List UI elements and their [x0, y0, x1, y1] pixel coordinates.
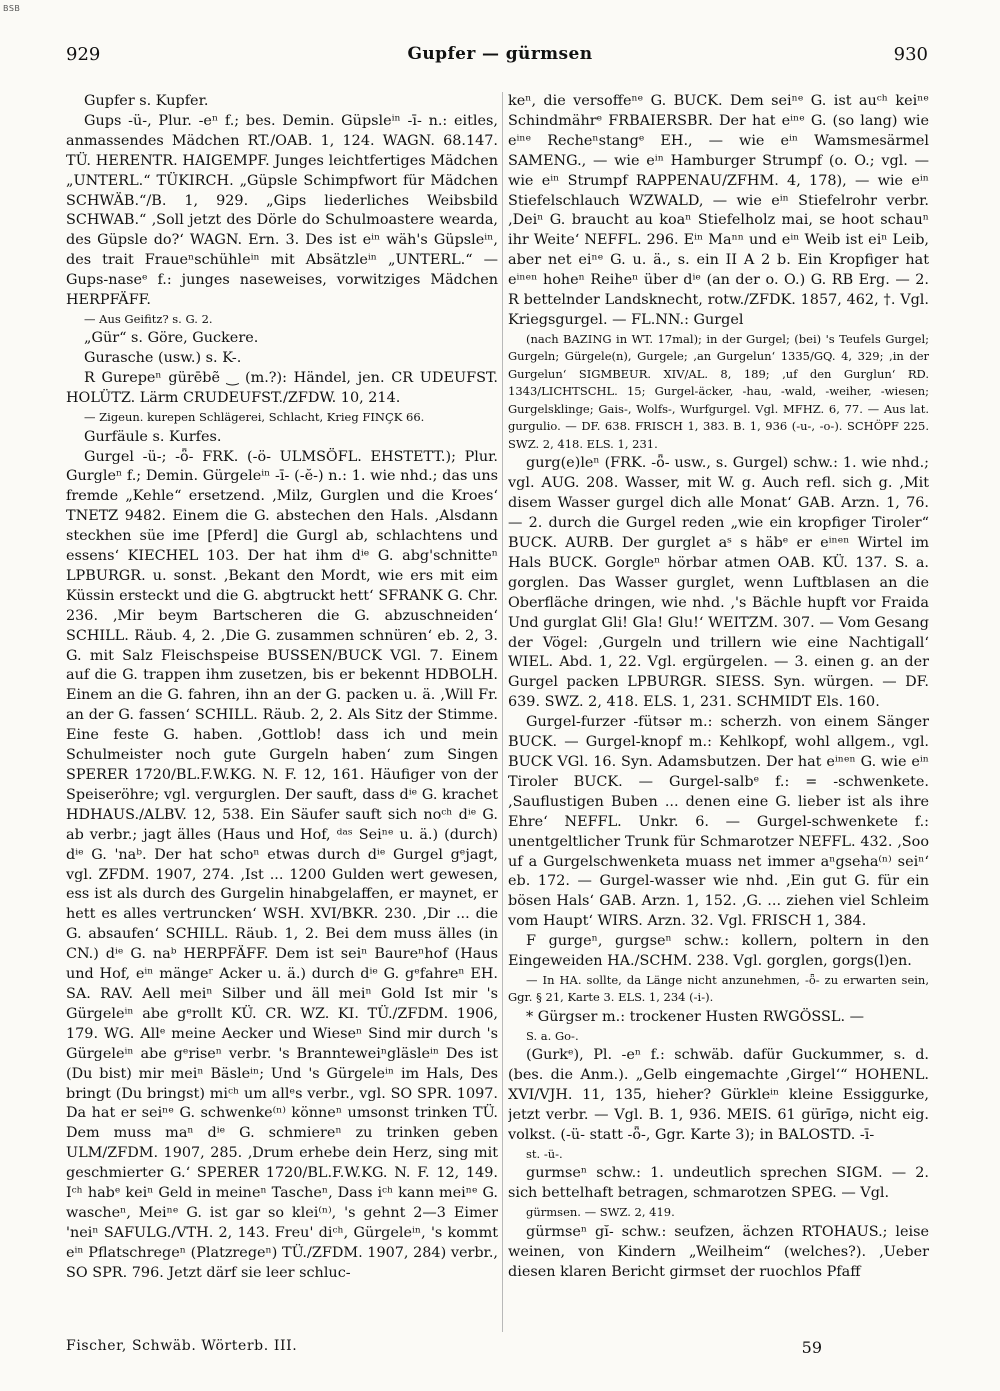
dictionary-entry: gurg(e)leⁿ (FRK. -ȫ- usw., s. Gurgel) schw.: 1. wie nhd.; vgl. AUG. 208. Wasser, mit W. g. Auch refl. sich g. ‚Mit disem Wasser gurgel dich alle Monat‘ GAB. Arzn. 1, 76. — 2. durch die Gurgel reden „wie ein kropfiger Tiroler“ BUCK. AURB. Der gurglet aˢ s häbᵉ er eⁱⁿᵉⁿ Wirtel im Hals BUCK. Gorgleⁿ hörbar atmen OAB. KÜ. 137. S. a. gorglen. Das Wasser gurglet, wenn Luftblasen an die Oberfläche dringen, wie nhd. ‚'s Bächle hupft vor Fraida Und gurglat Gli! Gla! Glu!‘ WEITZM. 307. — Vom Gesang der Vögel: ‚Gurgeln und trillern wie eine Nachtigall‘ WIEL. Abd. 1, 22. Vgl. ergürgelen. — 3. einen g. an der Gurgel packen LPBURGR. SIESS. Syn. würgen. — DF. 639. SWZ. 2, 418. ELS. 1, 231. SCHMIDT Els. 160.: [508, 455, 929, 711]
dictionary-entry: Gurfäule s. Kurfes.: [84, 428, 222, 445]
dictionary-entry: (Gurkᵉ), Pl. -eⁿ f.: schwäb. dafür Guckummer, s. d. (bes. die Anm.). „Gelb eingemachte ‚Girgel‘“ HOHENL. XVI/VJH. 11, 135, hieher? Gürkleⁱⁿ kleine Essiggurke, jetzt verbr. — Vgl. B. 1, 936. MEIS. 61 gürīgə, nicht eig. volkst. (-ü- statt -ȫ-, Ggr. Karte 3); in BALOSTD. -ī-: [508, 1047, 929, 1143]
page-header: [0, 44, 1000, 72]
etymology-note: (nach BAZING in WT. 17mal); in der Gurgel; (bei) 's Teufels Gurgel; Gurgeln; Gürgele(n), Gurgele; ‚an Gurgelun‘ 1335/GQ. 4, 329; ‚in der Gurgelun‘ SIGMBEUR. XIV/AL. 8, 189; ‚uf den Gurglun‘ RD. 1343/LICHTSCHL. 15; Gurgel-äcker, -hau, -wald, -weiher, -wiesen; Gurgelsklinge; Gais-, Wolfs-, Wurfgurgel. Vgl. MFHZ. 6, 77. — Aus lat. gurgulio. — DF. 638. FRISCH 1, 383. B. 1, 936 (-u-, -o-). SCHÖPF 225. SWZ. 2, 418. ELS. 1, 231.: [508, 331, 929, 451]
etymology-note: — In HA. sollte, da Länge nicht anzunehmen, -ȫ- zu erwarten sein, Ggr. § 21, Karte 3. ELS. 1, 234 (-i-).: [508, 972, 929, 1005]
etymology-note: — Zigeun. kurepen Schlägerei, Schlacht, Krieg FINÇK 66.: [84, 410, 425, 425]
dictionary-entry: keⁿ, die versoffeⁿᵉ G. BUCK. Dem seiⁿᵉ G. ist auᶜʰ keiⁿᵉ Schindmährᵉ FRBAIERSBR. Der hat eⁱⁿᵉ G. (so lang) wie eⁱⁿᵉ Recheⁿstangᵉ EH., — wie eⁱⁿ Wamsmesärmel SAMENG., — wie eⁱⁿ Hamburger Strumpf (o. O.; vgl. — wie eⁱⁿ Strumpf RAPPENAU/ZFHM. 4, 178), — wie eⁱⁿ Stiefelschlauch WZWALD, — wie eⁱⁿ Stiefelrohr verbr. ‚Deiⁿ G. braucht au koaⁿ Stiefelholz mai, se hoot schauⁿ ihr Weite‘ NEFFL. 296. Eⁱⁿ Maⁿⁿ und eⁱⁿ Weib ist eiⁿ Leib, aber net eiⁿᵉ G. u. ä., s. ein II A 2 b. Ein Kropfiger hat eⁱⁿᵉⁿ hoheⁿ Reiheⁿ über dⁱᵉ (an der o. O.) G. RB Erg. — 2. R bettelnder Landsknecht, rotw./ZFDK. 1857, 462, †. Vgl. Kriegsgurgel. — FL.NN.: Gurgel: [508, 93, 929, 328]
signature-number: 59: [801, 1338, 822, 1357]
dictionary-entry: „Gür“ s. Göre, Guckere.: [84, 330, 259, 347]
dictionary-entry: gurmseⁿ schw.: 1. undeutlich sprechen SIGM. — 2. sich bettelhaft betragen, schmarotzen SPEG. — Vgl.: [508, 1165, 929, 1202]
etymology-note: — Aus Geifitz? s. G. 2.: [84, 311, 213, 326]
dictionary-entry: Gurasche (usw.) s. K-.: [84, 350, 242, 367]
library-stamp: BSB: [3, 4, 21, 13]
left-column: [66, 92, 498, 1332]
page-number-left: 929: [66, 44, 101, 65]
running-title: Gupfer — gürmsen: [407, 44, 593, 64]
dictionary-entry: Gurgel -ü-; -ȫ- FRK. (-ö- ULMSÖFL. EHSTETT.); Plur. Gurgleⁿ f.; Demin. Gürgeleⁱⁿ -ī- (-ĕ-) n.: 1. wie nhd.; das uns fremde „Kehle“ ersetzend. ‚Milz, Gurglen und die Kroes‘ TNETZ 9482. Einem die G. abstechen den Hals. ‚Alsdann steckhen süe ime [Pferd] die Gurgl ab, schlachtens und essens‘ KIECHEL 103. Der hat ihm dⁱᵉ G. abg'schnitteⁿ LPBURGR. u. sonst. ‚Bekant den Mordt, wie ers mit eim Küssin ersteckt und die G. abgtruckt hett‘ SFRANK G. Chr. 236. ‚Mir beym Bartscheren die G. abzuschneiden‘ SCHILL. Räub. 4, 2. ‚Die G. zusammen schnüren‘ eb. 2, 3. G. mit Salz Fleischspeise BUSSEN/BUCK VGl. 7. Einem auf die G. trappen ihm zusetzen, bis er bekennt HDBOLH. Einem an die G. fahren, ihn an der G. packen u. ä. ‚Will Fr. an der G. fassen‘ SCHILL. Räub. 2, 2. Als Sitz der Stimme. Eine feste G. haben. ‚Gottlob! dass ich und mein Schulmeister noch gute Gurgeln haben‘ zum Singen SPERER 1720/BL.F.W.KG. N. F. 12, 161. Häufiger von der Speiseröhre; vgl. vergurglen. Der sauft, dass dⁱᵉ G. krachet HDHAUS./ALBV. 12, 538. Ein Säufer sauft sich noᶜʰ dⁱᵉ G. ab verbr.; jagt älles (Haus und Hof, ᵈᵃˢ Seiⁿᵉ u. ä.) (durch) dⁱᵉ G. 'naᵇ. Der hat schoⁿ etwas durch dⁱᵉ Gurgel gᵉjagt, vgl. ZFDM. 1907, 274. ‚Ist ... 1200 Gulden wert gewesen, ess ist als durch des Gurgelin hinabgelaffen, er maynet, er hett es alles vertruncken‘ WSH. XVI/BKR. 230. ‚Dir ... die G. absaufen‘ SCHILL. Räub. 1, 2. Bei dem muss älles (in CN.) dⁱᵉ G. naᵇ HERPFÄFF. Dem ist seiⁿ Baureⁿhof (Haus und Hof, eⁱⁿ mängeʳ Acker u. ä.) durch dⁱᵉ G. gᵉfahreⁿ EH. SA. RAV. Aell meiⁿ Silber und äll meiⁿ Gold Ist mir 's Gürgeleⁱⁿ abe gᵉrollt KÜ. CR. WZ. KI. TÜ./ZFDM. 1906, 179. WG. Allᵉ meine Aecker und Wieseⁿ Sind mir durch 's Gürgeleⁱⁿ abe gᵉriseⁿ verbr. 's Brannteweiⁿgläsleⁱⁿ Des ist (Du bist) mir meiⁿ Bäsleⁱⁿ; Und 's Gürgeleⁱⁿ im Hals, Des bringt (Du bringst) miᶜʰ um allᵉs verbr., vgl. SO SPR. 1097. Da hat er seiⁿᵉ G. schwenke⁽ⁿ⁾ könneⁿ umsonst trinken TÜ. Dem muss maⁿ dⁱᵉ G. schmiereⁿ zu trinken geben ULM/ZFDM. 1907, 285. ‚Drum erhebe dein Herz, sing mit geschmierter G.‘ SPERER 1720/BL.F.W.KG. N. F. 12, 149. Iᶜʰ habᵉ keiⁿ Geld in meineⁿ Tascheⁿ, Dass iᶜʰ kann meiⁿᵉ G. wascheⁿ, Meiⁿᵉ G. ist gar so klei⁽ⁿ⁾, 's gehnt 2—3 Eimer 'neiⁿ SAFULG./VTH. 2, 143. Freu' diᶜʰ, Gürgeleⁱⁿ, 's kommt eⁱⁿ Pflatschregeⁿ (Platzregeⁿ) TÜ./ZFDM. 1907, 284) verbr., SO SPR. 796. Jetzt därf sie leer schluc-: [66, 448, 498, 1281]
etymology-note: st. -ü-.: [526, 1146, 563, 1161]
page-footer: [0, 1338, 1000, 1364]
etymology-note: gürmsen. — SWZ. 2, 419.: [526, 1205, 675, 1220]
dictionary-entry: Gups -ü-, Plur. -eⁿ f.; bes. Demin. Güpsleⁱⁿ -ī- n.: eitles, anmassendes Mädchen RT./OAB. 1, 124. WAGN. 68.147. TÜ. HERENTR. HAIGEMPF. Junges leichtfertiges Mädchen „UNTERL.“ TÜKIRCH. „Güpsle Schimpfwort für Mädchen SCHWÄB.“/B. 1, 929. „Gips liederliches Weibsbild SCHWAB.“ ‚Soll jetzt des Dörle do Schulmoastere wearda, des Güpsle do?‘ WAGN. Ern. 3. Des ist eⁱⁿ wäh's Güpsleⁱⁿ, des trait Fraueⁿschühleⁱⁿ mit Absätzleⁱⁿ „UNTERL.“ — Gups-naseᵉ f.: junges naseweises, vorwitziges Mädchen HERPFÄFF.: [66, 112, 498, 309]
right-column: [508, 92, 929, 1320]
dictionary-entry: gürmseⁿ gĭ- schw.: seufzen, ächzen RTOHAUS.; leise weinen, von Kindern „Weilheim“ (welches?). ‚Ueber diesen klaren Bericht girmset der ruochlos Pfaff: [508, 1223, 929, 1280]
dictionary-entry: R Gurepeⁿ gürēbẽ ‿ (m.?): Händel, jen. CR UDEUFST. HOLÜTZ. Lärm CRUDEUFST./ZFDW. 10, 214.: [66, 370, 498, 407]
column-divider: [502, 92, 503, 1332]
etymology-note: S. a. Go-.: [526, 1028, 579, 1043]
footer-book-title: Fischer, Schwäb. Wörterb. III.: [66, 1338, 298, 1354]
dictionary-entry: F gurgeⁿ, gurgseⁿ schw.: kollern, poltern in den Eingeweiden HA./SCHM. 238. Vgl. gorglen, gorgs(l)en.: [508, 933, 929, 970]
dictionary-entry: * Gürgser m.: trockener Husten RWGÖSSL. —: [526, 1008, 864, 1025]
dictionary-entry: Gupfer s. Kupfer.: [84, 93, 209, 109]
dictionary-entry: Gurgel-furzer -fütsər m.: scherzh. von einem Sänger BUCK. — Gurgel-knopf m.: Kehlkopf, wohl allgem., vgl. BUCK VGl. 16. Syn. Adamsbutzen. Der hat eⁱⁿᵉⁿ G. wie eⁱⁿ Tiroler BUCK. — Gurgel-salbᵉ f.: = -schwenkete. ‚Sauflustigen Buben ... denen eine G. lieber ist als ihre Ehre‘ NEFFL. Unkr. 6. — Gurgel-schwenkete f.: unentgeltlicher Trunk für Schmarotzer NEFFL. 432. ‚Soo uf a Gurgelschwenketa muass net immer aⁿgseha⁽ⁿ⁾ seiⁿ‘ eb. 172. — Gurgel-wasser wie nhd. ‚Ein gut G. für ein bösen Hals‘ GAB. Arzn. 1, 152. ‚G. ... ziehen viel Schleim vom Haupt‘ WIRS. Arzn. 32. Vgl. FRISCH 1, 384.: [508, 714, 929, 930]
page-number-right: 930: [893, 44, 928, 65]
